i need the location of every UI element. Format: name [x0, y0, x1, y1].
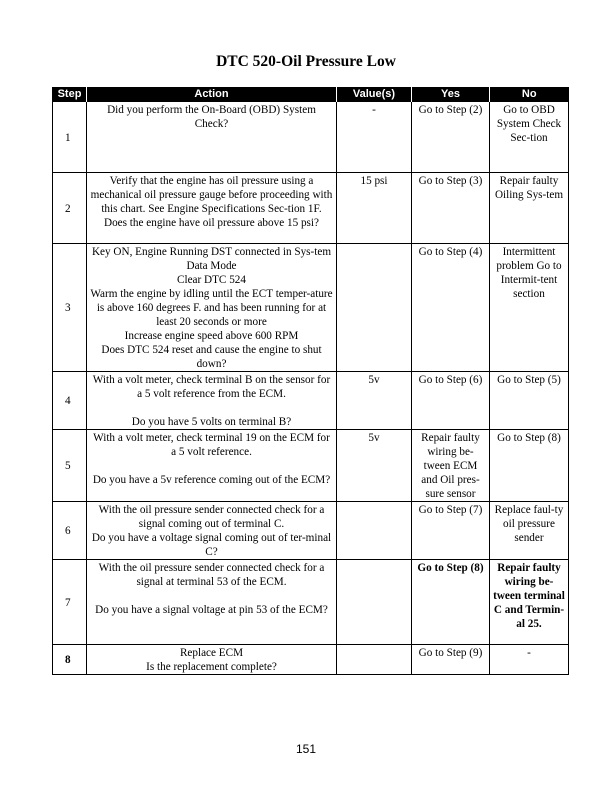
no-cell: Go to Step (5): [490, 372, 569, 430]
table-row: [53, 502, 569, 560]
action-cell: [87, 430, 337, 502]
action-text: Is the replacement complete?: [146, 661, 277, 673]
action-text: Clear DTC 524: [177, 274, 246, 286]
header-yes: Yes: [412, 87, 490, 102]
blank-line: [90, 459, 333, 473]
action-text: Did you perform the On-Board (OBD) System: [107, 104, 316, 116]
action-cell: [87, 560, 337, 645]
action-text: Check?: [194, 118, 229, 130]
step-number: 2: [53, 173, 87, 244]
action-cell: [87, 173, 337, 244]
blank-line: [90, 401, 333, 415]
action-text: Do you have 5 volts on terminal B?: [131, 416, 292, 428]
yes-cell: Repair faulty wiring be-tween ECM and Oil pres-sure sensor: [412, 430, 490, 502]
yes-cell: Go to Step (8): [412, 560, 490, 645]
action-text: Replace ECM: [179, 647, 244, 659]
table-row: [53, 645, 569, 675]
value-cell: [337, 645, 412, 675]
value-cell: -: [337, 102, 412, 173]
blank-line: [90, 589, 333, 603]
header-action: Action: [87, 87, 337, 102]
value-cell: 5v: [337, 430, 412, 502]
header-step: Step: [53, 87, 87, 102]
action-text: Key ON, Engine Running DST connected in Sys-tem Data Mode: [91, 246, 332, 272]
action-text: With a volt meter, check terminal 19 on the ECM for a 5 volt reference.: [93, 432, 330, 458]
table-row: [53, 372, 569, 430]
yes-cell: Go to Step (3): [412, 173, 490, 244]
action-text: With the oil pressure sender connected check for a signal coming out of terminal C.: [98, 504, 325, 530]
table-row: [53, 173, 569, 244]
action-text: With a volt meter, check terminal B on the sensor for a 5 volt reference from the ECM.: [92, 374, 331, 400]
no-cell: Intermittent problem Go to Intermit-tent section: [490, 244, 569, 372]
step-number: 4: [53, 372, 87, 430]
action-text: Warm the engine by idling until the ECT temper-ature is above 160 degrees F. and has been running for at least 20 seconds or more: [90, 288, 333, 328]
header-value: Value(s): [337, 87, 412, 102]
step-number: 1: [53, 102, 87, 173]
yes-cell: Go to Step (4): [412, 244, 490, 372]
action-text: With the oil pressure sender connected check for a signal at terminal 53 of the ECM.: [98, 562, 325, 588]
no-cell: Repair faulty Oiling Sys-tem: [490, 173, 569, 244]
value-cell: [337, 244, 412, 372]
no-cell: Go to Step (8): [490, 430, 569, 502]
page-title: DTC 520-Oil Pressure Low: [216, 53, 396, 70]
page-number: 151: [295, 742, 317, 756]
table-row: [53, 560, 569, 645]
yes-cell: Go to Step (2): [412, 102, 490, 173]
action-cell: [87, 102, 337, 173]
no-cell: Replace faul-ty oil pressure sender: [490, 502, 569, 560]
table-row: [53, 430, 569, 502]
step-number: 5: [53, 430, 87, 502]
action-text: Increase engine speed above 600 RPM: [124, 330, 299, 342]
value-cell: [337, 560, 412, 645]
value-cell: 15 psi: [337, 173, 412, 244]
action-cell: [87, 244, 337, 372]
value-cell: [337, 502, 412, 560]
action-text: Do you have a signal voltage at pin 53 of the ECM?: [95, 604, 328, 616]
action-text: Do you have a voltage signal coming out of ter-minal C?: [91, 532, 332, 558]
yes-cell: Go to Step (7): [412, 502, 490, 560]
step-number: 3: [53, 244, 87, 372]
table-row: [53, 244, 569, 372]
dtc-table: [52, 87, 569, 675]
yes-cell: Go to Step (9): [412, 645, 490, 675]
no-cell: Repair faulty wiring be-tween terminal C and Termin-al 25.: [490, 560, 569, 645]
header-no: No: [490, 87, 569, 102]
no-cell: Go to OBD System Check Sec-tion: [490, 102, 569, 173]
table-row: [53, 102, 569, 173]
action-cell: [87, 645, 337, 675]
no-cell: -: [490, 645, 569, 675]
action-text: Does DTC 524 reset and cause the engine to shut down?: [101, 344, 322, 370]
action-text: Does the engine have oil pressure above 15 psi?: [104, 217, 319, 229]
step-number: 7: [53, 560, 87, 645]
yes-cell: Go to Step (6): [412, 372, 490, 430]
action-cell: [87, 502, 337, 560]
action-cell: [87, 372, 337, 430]
table-header-row: [53, 87, 569, 102]
action-text: Do you have a 5v reference coming out of the ECM?: [92, 474, 331, 486]
action-text: Verify that the engine has oil pressure using a mechanical oil pressure gauge before proceeding with this chart. See Engine Specifications Sec-tion 1F.: [90, 175, 333, 215]
step-number: 6: [53, 502, 87, 560]
value-cell: 5v: [337, 372, 412, 430]
step-number: 8: [53, 645, 87, 675]
